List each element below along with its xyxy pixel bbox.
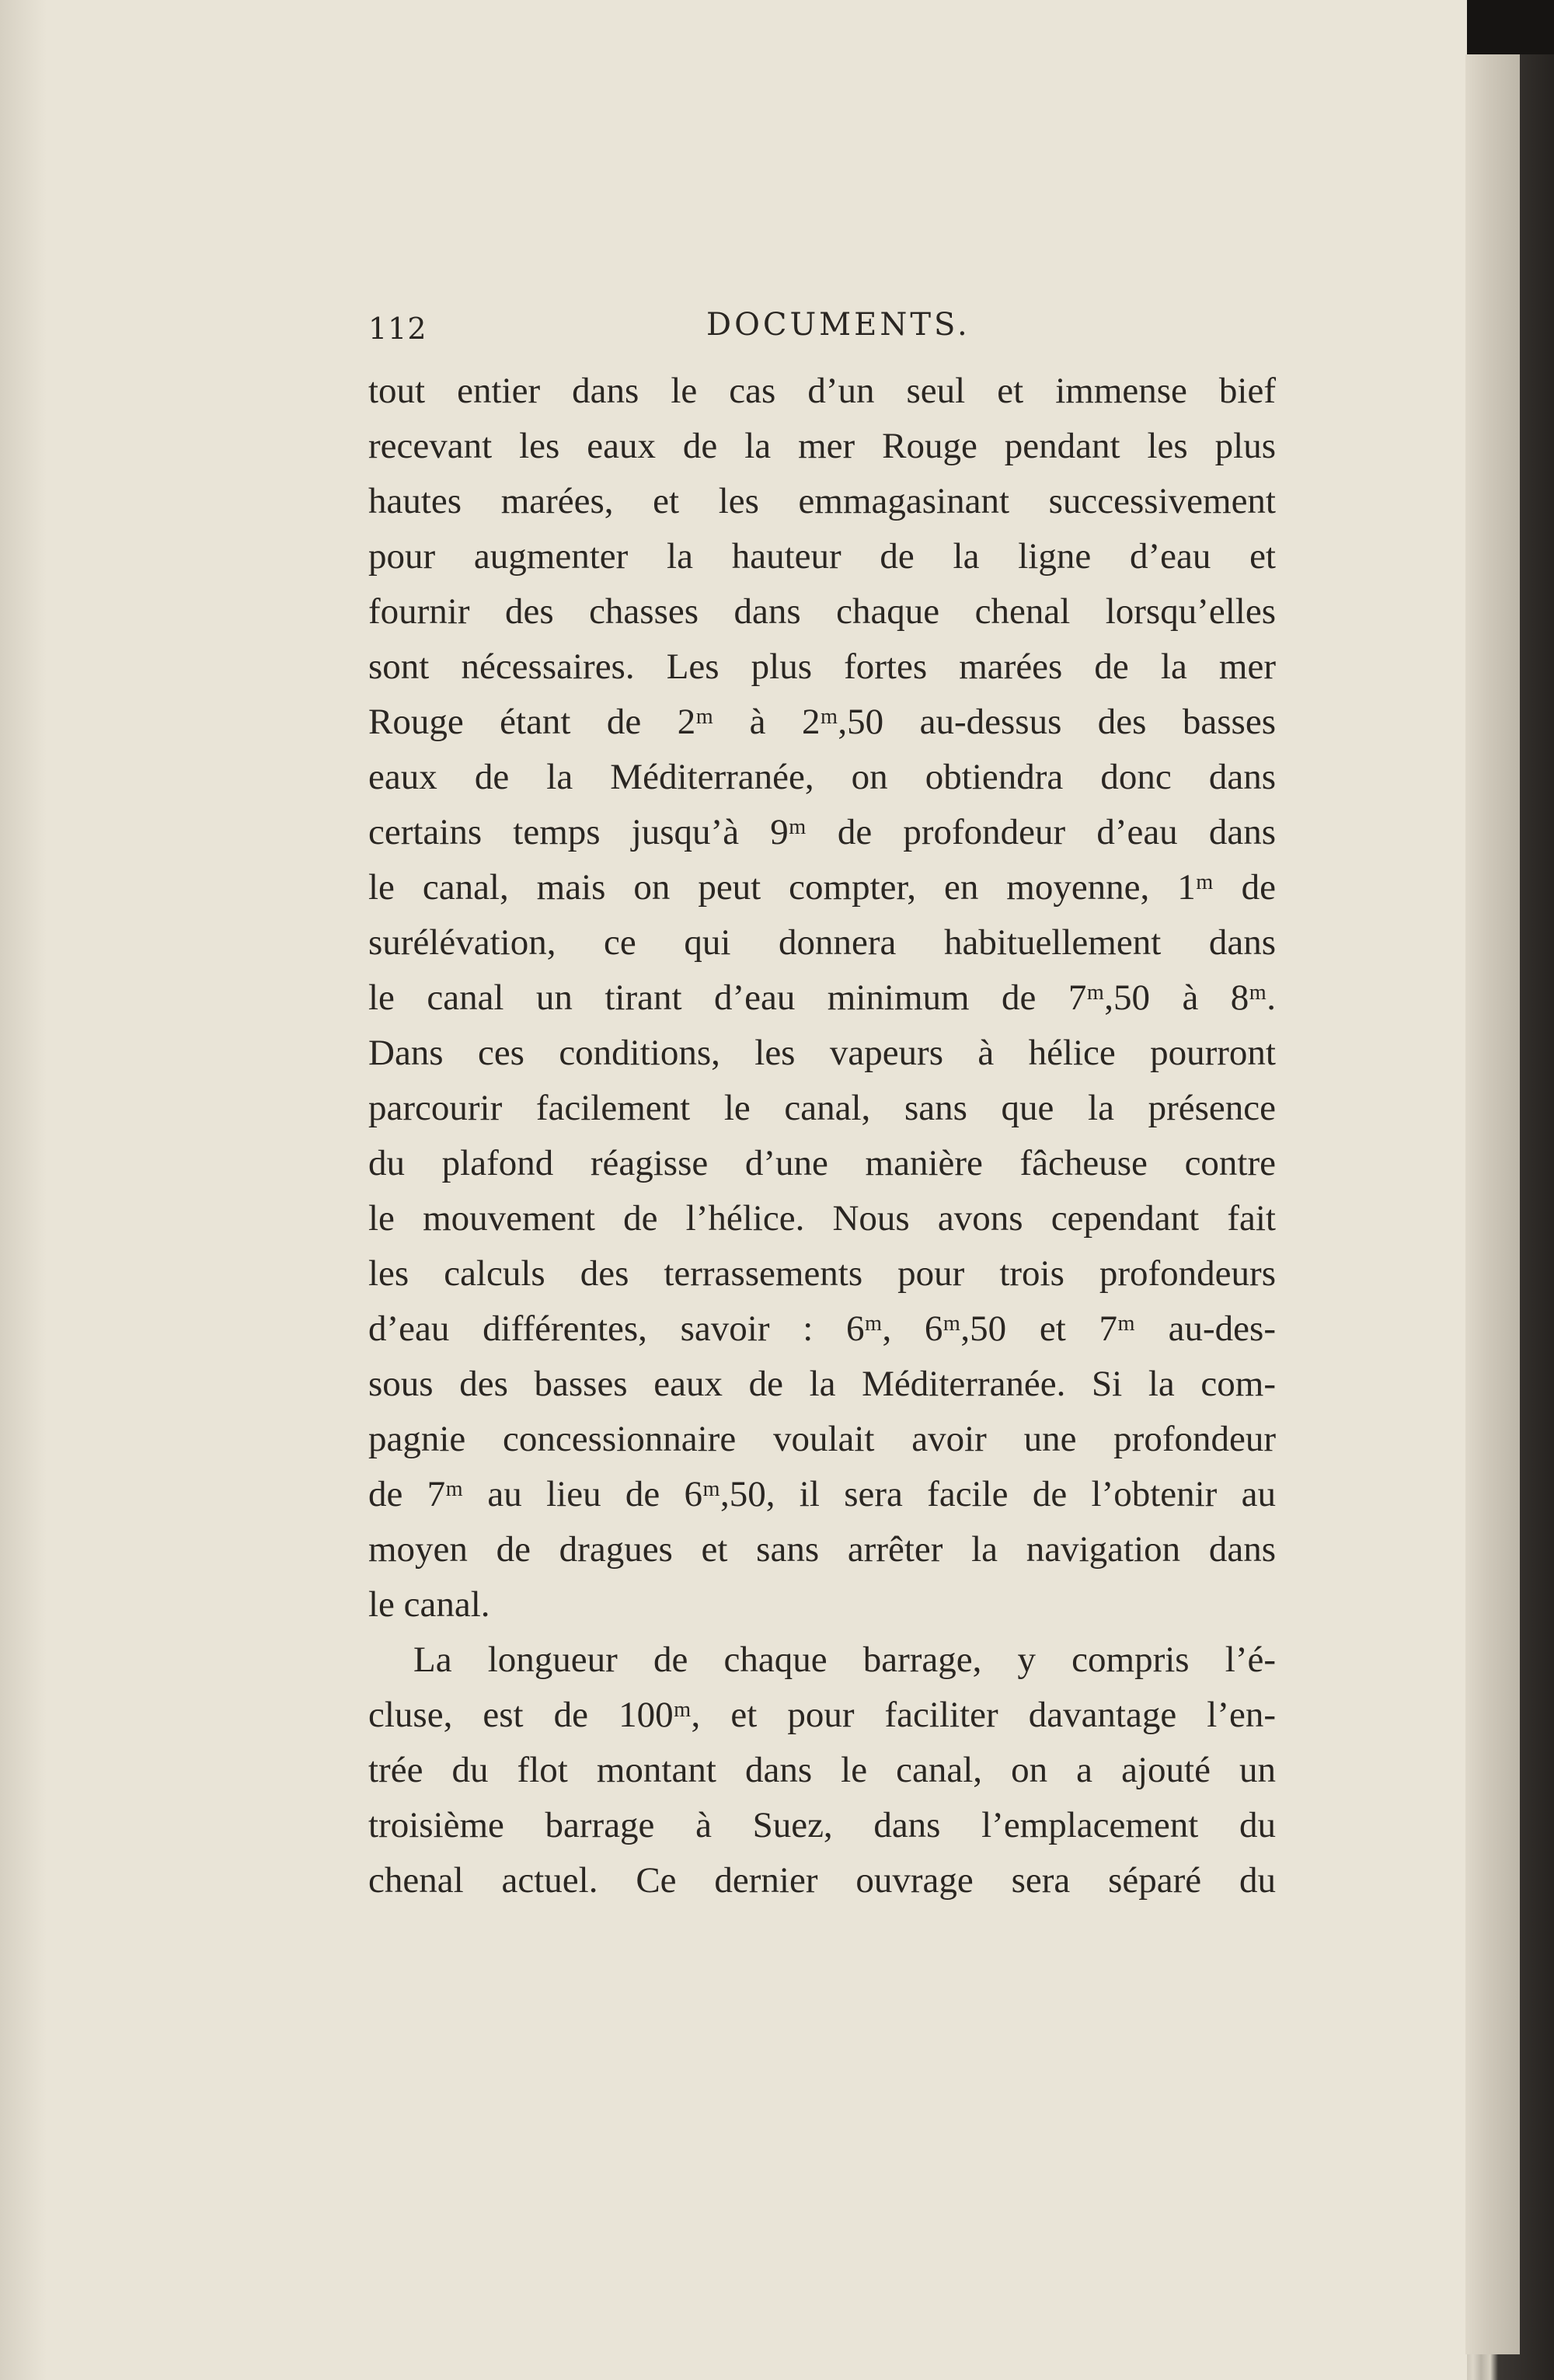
- text-line: hautes marées, et les emmagasinant successivement: [368, 481, 1276, 521]
- text-line: le canal, mais on peut compter, en moyenne, 1ᵐ de: [368, 867, 1276, 908]
- text-line: sont nécessaires. Les plus fortes marées de la mer: [368, 646, 1276, 687]
- text-line: pour augmenter la hauteur de la ligne d’eau et: [368, 536, 1276, 577]
- body-text: [368, 364, 1276, 1908]
- text-line: trée du flot montant dans le canal, on a ajouté un: [368, 1750, 1276, 1790]
- text-line: sous des basses eaux de la Méditerranée. Si la com-: [368, 1364, 1276, 1404]
- text-line: eaux de la Méditerranée, on obtiendra donc dans: [368, 757, 1276, 797]
- text-line: troisième barrage à Suez, dans l’emplacement du: [368, 1805, 1276, 1845]
- page-number: 112: [368, 312, 427, 346]
- scan-background: [1467, 0, 1554, 54]
- text-line: chenal actuel. Ce dernier ouvrage sera séparé du: [368, 1860, 1276, 1901]
- text-line: d’eau différentes, savoir : 6ᵐ, 6ᵐ,50 et 7ᵐ au-des-: [368, 1308, 1276, 1349]
- text-line: Dans ces conditions, les vapeurs à hélice pourront: [368, 1033, 1276, 1073]
- text-line: le canal un tirant d’eau minimum de 7ᵐ,50 à 8ᵐ.: [368, 977, 1276, 1018]
- text-line: recevant les eaux de la mer Rouge pendant les plus: [368, 426, 1276, 466]
- text-line: certains temps jusqu’à 9ᵐ de profondeur d’eau dans: [368, 812, 1276, 852]
- page-header: [368, 307, 1274, 354]
- gutter-shadow: [0, 0, 47, 2380]
- text-line: du plafond réagisse d’une manière fâcheuse contre: [368, 1143, 1276, 1183]
- text-line: surélévation, ce qui donnera habituellement dans: [368, 922, 1276, 963]
- text-line: de 7ᵐ au lieu de 6ᵐ,50, il sera facile de l’obtenir au: [368, 1474, 1276, 1514]
- paragraph-start-line: La longueur de chaque barrage, y compris l’é-: [413, 1640, 1276, 1680]
- text-line: fournir des chasses dans chaque chenal lorsqu’elles: [368, 591, 1276, 632]
- text-line: pagnie concessionnaire voulait avoir une profondeur: [368, 1419, 1276, 1459]
- text-line: Rouge étant de 2ᵐ à 2ᵐ,50 au-dessus des basses: [368, 702, 1276, 742]
- text-line: tout entier dans le cas d’un seul et immense bief: [368, 371, 1276, 411]
- paragraph-end-line: le canal.: [368, 1584, 490, 1625]
- text-line: parcourir facilement le canal, sans que la présence: [368, 1088, 1276, 1128]
- text-line: moyen de dragues et sans arrêter la navigation dans: [368, 1529, 1276, 1570]
- adjacent-leaf-edge: [1465, 54, 1520, 2354]
- text-line: le mouvement de l’hélice. Nous avons cependant fait: [368, 1198, 1276, 1239]
- text-line: cluse, est de 100ᵐ, et pour faciliter davantage l’en-: [368, 1695, 1276, 1735]
- running-head: DOCUMENTS.: [706, 307, 970, 343]
- text-line: les calculs des terrassements pour trois profondeurs: [368, 1253, 1276, 1294]
